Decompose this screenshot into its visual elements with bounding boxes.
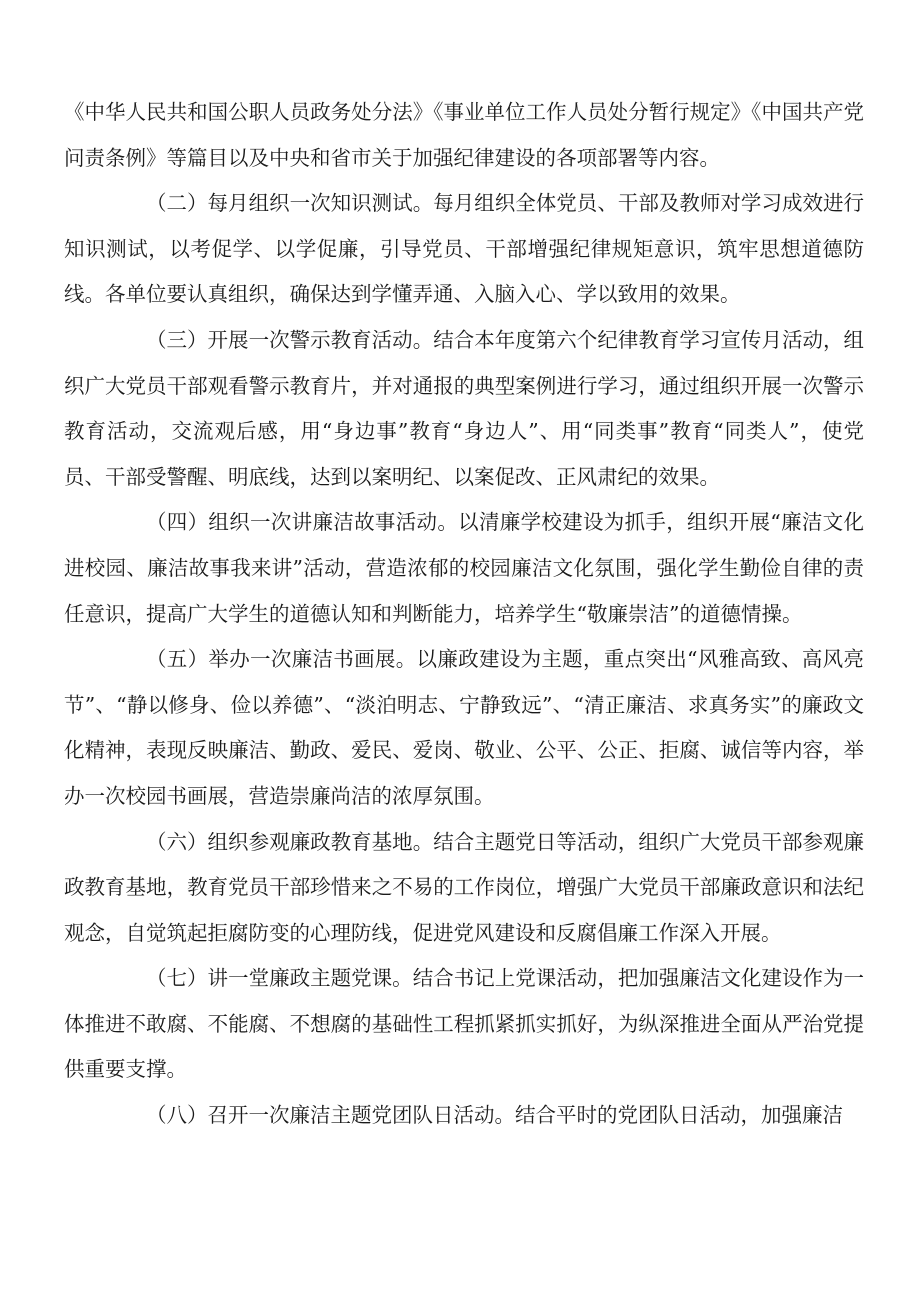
paragraph-item-2: （二）每月组织一次知识测试。每月组织全体党员、干部及教师对学习成效进行知识测试，以考促学、以学促廉，引导党员、干部增强纪律规矩意识，筑牢思想道德防线。各单位要认真组织，确保达到学懂弄通、入脑入心、学以致用的效果。 (64, 191, 864, 307)
paragraph-item-4: （四）组织一次讲廉洁故事活动。以清廉学校建设为抓手，组织开展“廉洁文化进校园、廉洁故事我来讲”活动，营造浓郁的校园廉洁文化氛围，强化学生勤俭自律的责任意识，提高广大学生的道德认知和判断能力，培养学生“敬廉崇洁”的道德情操。 (64, 510, 864, 626)
paragraph-continuation: 《中华人民共和国公职人员政务处分法》《事业单位工作人员处分暂行规定》《中国共产党问责条例》等篇目以及中央和省市关于加强纪律建设的各项部署等内容。 (64, 100, 864, 170)
document-page (64, 90, 864, 1139)
paragraph-item-8: （八）召开一次廉洁主题党团队日活动。结合平时的党团队日活动，加强廉洁 (146, 1103, 843, 1128)
paragraph-item-5: （五）举办一次廉洁书画展。以廉政建设为主题，重点突出“风雅高致、高风亮节”、“静以修身、俭以养德”、“淡泊明志、宁静致远”、“清正廉洁、求真务实”的廉政文化精神，表现反映廉洁、勤政、爱民、爱岗、敬业、公平、公正、拒腐、诚信等内容，举办一次校园书画展，营造崇廉尚洁的浓厚氛围。 (64, 647, 864, 808)
paragraph-item-3: （三）开展一次警示教育活动。结合本年度第六个纪律教育学习宣传月活动，组织广大党员干部观看警示教育片，并对通报的典型案例进行学习，通过组织开展一次警示教育活动，交流观后感，用“身边事”教育“身边人”、用“同类事”教育“同类人”，使党员、干部受警醒、明底线，达到以案明纪、以案促改、正风肃纪的效果。 (64, 327, 864, 489)
paragraph-item-6: （六）组织参观廉政教育基地。结合主题党日等活动，组织广大党员干部参观廉政教育基地，教育党员干部珍惜来之不易的工作岗位，增强广大党员干部廉政意识和法纪观念，自觉筑起拒腐防变的心理防线，促进党风建设和反腐倡廉工作深入开展。 (64, 829, 864, 945)
paragraph-item-7: （七）讲一堂廉政主题党课。结合书记上党课活动，把加强廉洁文化建设作为一体推进不敢腐、不能腐、不想腐的基础性工程抓紧抓实抓好，为纵深推进全面从严治党提供重要支撑。 (64, 966, 864, 1082)
